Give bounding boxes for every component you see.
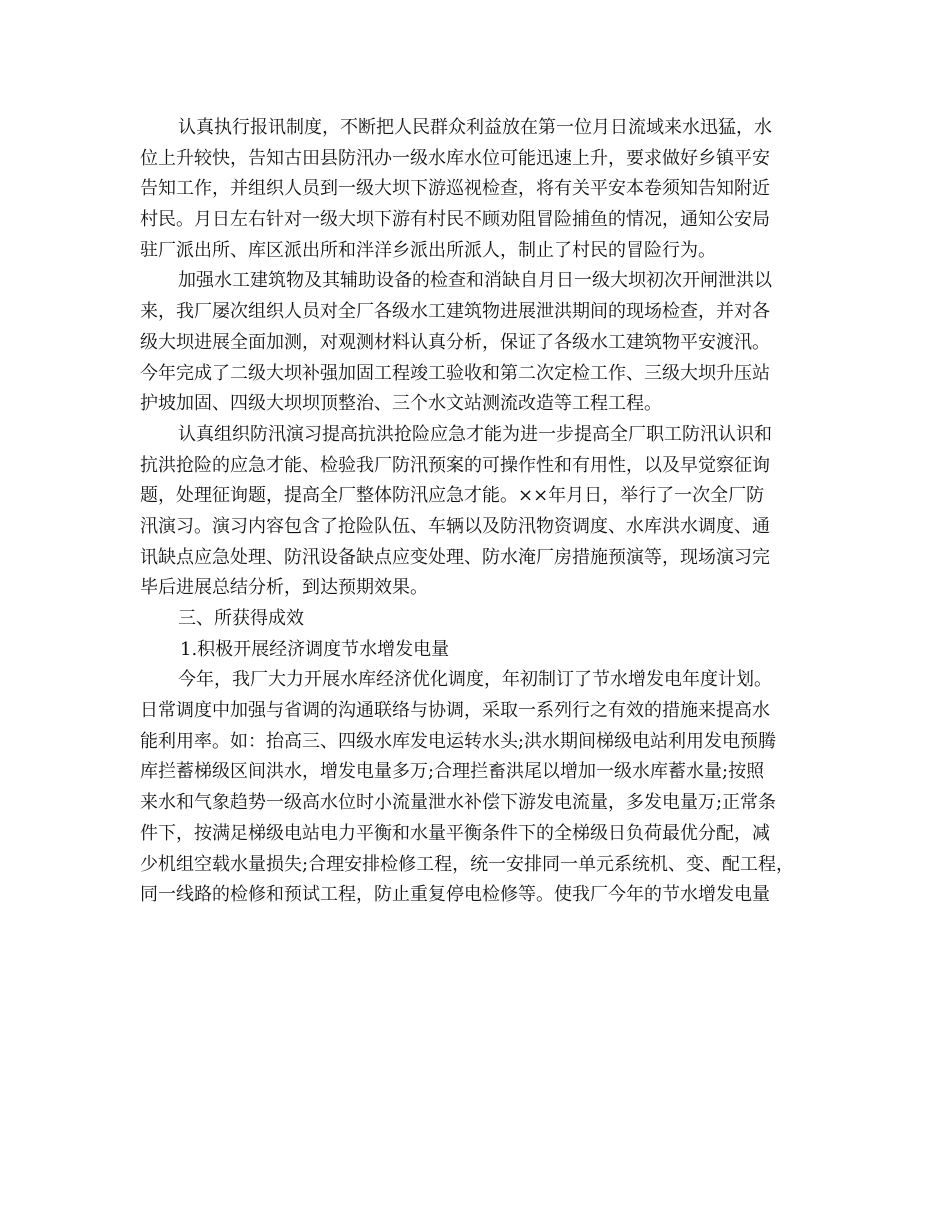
document-page <box>140 113 800 911</box>
text-line: 认真执行报讯制度，不断把人民群众利益放在第一位月日流域来水迅猛，水 <box>178 117 772 138</box>
text-line: 毕后进展总结分析，到达预期效果。 <box>140 577 428 599</box>
text-line: 村民。月日左右针对一级大坝下游有村民不顾劝阻冒险捕鱼的情况，通知公安局 <box>140 209 770 231</box>
paragraph-flood-drill <box>140 420 800 604</box>
section-title: 三、所获得成效 <box>178 608 304 629</box>
text-line: 今年，我厂大力开展水库经济优化调度，年初制订了节水增发电年度计划。 <box>178 669 772 691</box>
subsection-title: 1.积极开展经济调度节水增发电量 <box>180 638 450 660</box>
text-line: 库拦蓄梯级区间洪水，增发电量多万;合理拦畜洪尾以增加一级水库蓄水量;按照 <box>140 761 765 783</box>
text-line: 汛演习。演习内容包含了抢险队伍、车辆以及防汛物资调度、水库洪水调度、通 <box>140 515 770 537</box>
text-line: 护坡加固、四级大坝坝顶整治、三个水文站测流改造等工程工程。 <box>140 393 662 415</box>
text-line: 题，处理征询题，提高全厂整体防汛应急才能。××年月日，举行了一次全厂防 <box>140 485 765 507</box>
paragraph-economic-dispatch <box>140 665 800 911</box>
text-line: 来水和气象趋势一级高水位时小流量泄水补偿下游发电流量，多发电量万;正常条 <box>140 792 777 814</box>
text-line: 件下，按满足梯级电站电力平衡和水量平衡条件下的全梯级日负荷最优分配，减 <box>140 822 770 844</box>
text-line: 加强水工建筑物及其辅助设备的检查和消缺自月日一级大坝初次开闸泄洪以 <box>178 270 772 292</box>
text-line: 位上升较快，告知古田县防汛办一级水库水位可能迅速上升，要求做好乡镇平安 <box>140 147 770 169</box>
text-line: 来，我厂屡次组织人员对全厂各级水工建筑物进展泄洪期间的现场检查，并对各 <box>140 301 770 323</box>
text-line: 级大坝进展全面加测，对观测材料认真分析，保证了各级水工建筑物平安渡汛。 <box>140 331 770 353</box>
text-line: 认真组织防汛演习提高抗洪抢险应急才能为进一步提高全厂职工防汛认识和 <box>178 423 772 445</box>
section-heading-results <box>140 604 800 635</box>
subheading-economic-dispatch <box>140 635 800 666</box>
paragraph-flood-reporting <box>140 113 800 266</box>
paragraph-hydraulic-inspection <box>140 266 800 419</box>
text-line: 同一线路的检修和预试工程，防止重复停电检修等。使我厂今年的节水增发电量 <box>140 884 770 906</box>
text-line: 讯缺点应急处理、防汛设备缺点应变处理、防水淹厂房措施预演等，现场演习完 <box>140 546 770 568</box>
text-line: 能利用率。如：抬高三、四级水库发电运转水头;洪水期间梯级电站利用发电预腾 <box>140 730 777 752</box>
text-line: 抗洪抢险的应急才能、检验我厂防汛预案的可操作性和有用性，以及早觉察征询 <box>140 454 770 476</box>
text-line: 今年完成了二级大坝补强加固工程竣工验收和第二次定检工作、三级大坝升压站 <box>140 362 770 384</box>
text-line: 日常调度中加强与省调的沟通联络与协调，采取一系列行之有效的措施来提高水 <box>140 700 770 722</box>
text-line: 告知工作，并组织人员到一级大坝下游巡视检查，将有关平安本卷须知告知附近 <box>140 178 770 200</box>
text-line: 少机组空载水量损失;合理安排检修工程，统一安排同一单元系统机、变、配工程， <box>140 853 795 875</box>
text-line: 驻厂派出所、库区派出所和泮洋乡派出所派人，制止了村民的冒险行为。 <box>140 239 716 261</box>
